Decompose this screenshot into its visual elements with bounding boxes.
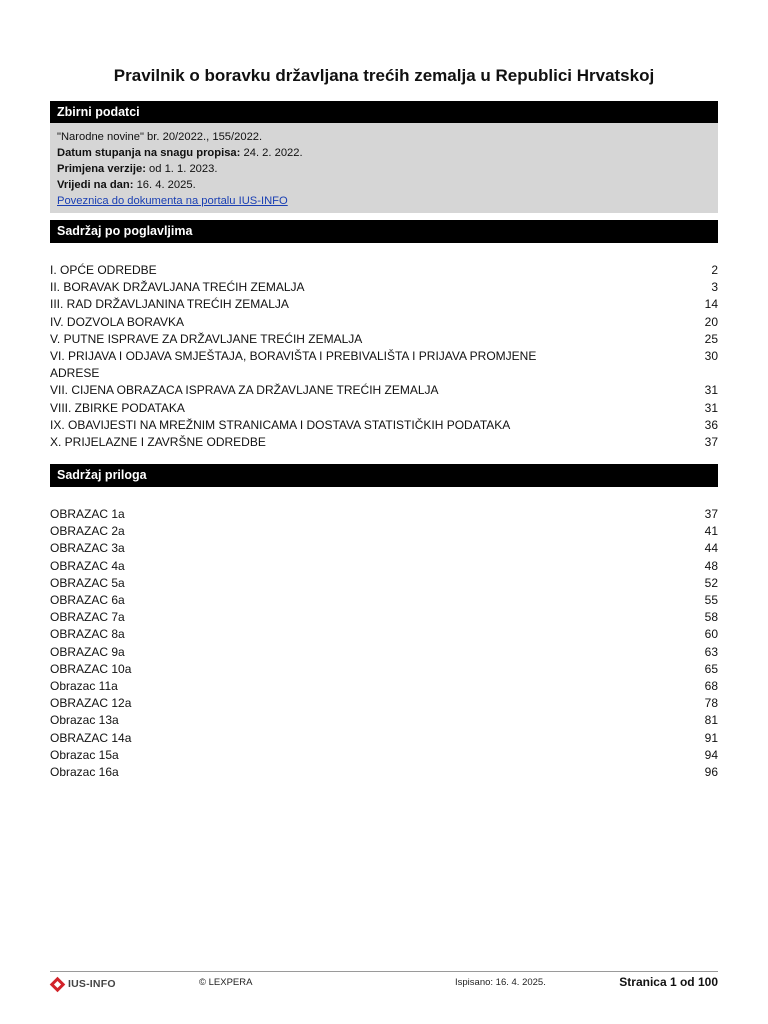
chapters-list: [50, 262, 718, 451]
toc-entry[interactable]: [50, 678, 718, 695]
toc-entry-label: OBRAZAC 8a: [50, 627, 125, 642]
toc-entry-label: OBRAZAC 1a: [50, 507, 125, 521]
copyright: © LEXPERA: [199, 977, 253, 988]
toc-entry-page: 41: [704, 524, 718, 539]
toc-entry-label: X. PRIJELAZNE I ZAVRŠNE ODREDBE: [50, 435, 266, 450]
toc-entry-page: 52: [704, 575, 718, 590]
toc-entry-page: 55: [704, 593, 718, 608]
logo-text: IUS-INFO: [68, 978, 116, 990]
chapters-header: Sadržaj po poglavljima: [50, 220, 718, 243]
toc-entry-page: 60: [704, 627, 718, 642]
toc-entry[interactable]: [50, 434, 718, 451]
toc-entry[interactable]: [50, 730, 718, 747]
toc-entry-page: 44: [704, 541, 718, 556]
toc-entry-page: 37: [704, 435, 718, 450]
toc-entry-page: 81: [704, 713, 718, 728]
toc-entry-label: OBRAZAC 12a: [50, 696, 132, 711]
toc-entry-page: 3: [711, 280, 718, 295]
toc-entry-label: Obrazac 16a: [50, 765, 119, 780]
attachments-list: [50, 506, 718, 781]
toc-entry-page: 31: [704, 400, 718, 415]
toc-entry-page: 37: [704, 507, 718, 521]
toc-entry[interactable]: [50, 279, 718, 296]
toc-entry-page: 78: [704, 696, 718, 711]
toc-entry-page: 48: [704, 558, 718, 573]
toc-entry-label: Obrazac 15a: [50, 747, 119, 762]
toc-entry-label: V. PUTNE ISPRAVE ZA DRŽAVLJANE TREĆIH ZEMALJA: [50, 331, 363, 346]
toc-entry[interactable]: [50, 314, 718, 331]
toc-entry-label: OBRAZAC 2a: [50, 524, 125, 539]
toc-entry[interactable]: [50, 575, 718, 592]
toc-entry[interactable]: [50, 523, 718, 540]
valid-date-line: [57, 177, 711, 193]
toc-entry[interactable]: [50, 506, 718, 523]
gazette-line: [57, 129, 711, 145]
toc-entry-page: 31: [704, 383, 718, 398]
toc-entry-label: VI. PRIJAVA I ODJAVA SMJEŠTAJA, BORAVIŠTA I PREBIVALIŠTA I PRIJAVA PROMJENE ADRESE: [50, 349, 537, 381]
effective-date-line: [57, 145, 711, 161]
toc-entry-label: Obrazac 13a: [50, 713, 119, 728]
toc-entry-page: 14: [704, 297, 718, 312]
valid-date-value: 16. 4. 2025.: [133, 179, 196, 191]
toc-entry-label: II. BORAVAK DRŽAVLJANA TREĆIH ZEMALJA: [50, 280, 305, 295]
toc-entry-label: OBRAZAC 6a: [50, 593, 125, 608]
toc-entry-label: OBRAZAC 7a: [50, 610, 125, 625]
toc-entry[interactable]: [50, 382, 718, 399]
toc-entry-label: IV. DOZVOLA BORAVKA: [50, 314, 185, 329]
document-title: Pravilnik o boravku državljana trećih zemalja u Republici Hrvatskoj: [113, 66, 655, 85]
toc-entry-page: 25: [704, 331, 718, 346]
toc-entry[interactable]: [50, 592, 718, 609]
toc-entry-label: OBRAZAC 4a: [50, 558, 125, 573]
toc-entry-label: VIII. ZBIRKE PODATAKA: [50, 400, 185, 415]
toc-entry-label: I. OPĆE ODREDBE: [50, 263, 157, 277]
version-label: Primjena verzije:: [57, 163, 146, 175]
valid-date-label: Vrijedi na dan:: [57, 179, 134, 191]
toc-entry[interactable]: [50, 764, 718, 781]
toc-entry-page: 68: [704, 679, 718, 694]
summary-header: Zbirni podatci: [50, 101, 718, 124]
toc-entry-label: OBRAZAC 14a: [50, 730, 132, 745]
portal-link[interactable]: Poveznica do dokumenta na portalu IUS-INFO: [57, 195, 288, 207]
toc-entry[interactable]: [50, 262, 718, 279]
gazette-label: "Narodne novine" br.: [57, 131, 160, 143]
summary-box: [50, 123, 718, 213]
toc-entry[interactable]: [50, 348, 718, 382]
toc-entry[interactable]: [50, 712, 718, 729]
toc-entry[interactable]: [50, 644, 718, 661]
toc-entry[interactable]: [50, 400, 718, 417]
toc-entry[interactable]: [50, 331, 718, 348]
toc-entry-page: 63: [704, 644, 718, 659]
toc-entry-page: 96: [704, 765, 718, 780]
toc-entry[interactable]: [50, 609, 718, 626]
toc-entry[interactable]: [50, 626, 718, 643]
toc-entry-page: 91: [704, 730, 718, 745]
toc-entry-page: 58: [704, 610, 718, 625]
toc-entry-label: VII. CIJENA OBRAZACA ISPRAVA ZA DRŽAVLJANE TREĆIH ZEMALJA: [50, 383, 439, 398]
toc-entry-page: 2: [711, 263, 718, 277]
toc-entry[interactable]: [50, 296, 718, 313]
toc-entry-page: 20: [704, 314, 718, 329]
gazette-value: 20/2022., 155/2022.: [159, 131, 263, 143]
toc-entry-label: OBRAZAC 10a: [50, 661, 132, 676]
ius-info-logo: [50, 977, 116, 991]
toc-entry-label: OBRAZAC 9a: [50, 644, 125, 659]
page-number: Stranica 1 od 100: [619, 975, 718, 989]
toc-entry[interactable]: [50, 540, 718, 557]
attachments-header: Sadržaj priloga: [50, 464, 718, 487]
printed-date: Ispisano: 16. 4. 2025.: [455, 977, 546, 988]
toc-entry-label: Obrazac 11a: [50, 679, 118, 694]
toc-entry[interactable]: [50, 661, 718, 678]
toc-entry-page: 94: [704, 747, 718, 762]
toc-entry[interactable]: [50, 747, 718, 764]
toc-entry-label: OBRAZAC 3a: [50, 541, 125, 556]
effective-date-value: 24. 2. 2022.: [240, 147, 303, 159]
version-line: [57, 161, 711, 177]
toc-entry[interactable]: [50, 417, 718, 434]
toc-entry-label: IX. OBAVIJESTI NA MREŽNIM STRANICAMA I DOSTAVA STATISTIČKIH PODATAKA: [50, 417, 511, 432]
toc-entry-page: 36: [704, 417, 718, 432]
toc-entry-page: 30: [704, 349, 718, 364]
effective-date-label: Datum stupanja na snagu propisa:: [57, 147, 241, 159]
ius-info-logo-icon: [50, 976, 66, 992]
toc-entry-page: 65: [704, 661, 718, 676]
version-value: od 1. 1. 2023.: [145, 163, 218, 175]
toc-entry[interactable]: [50, 558, 718, 575]
toc-entry[interactable]: [50, 695, 718, 712]
page-footer: [50, 971, 718, 990]
toc-entry-label: OBRAZAC 5a: [50, 575, 125, 590]
toc-entry-label: III. RAD DRŽAVLJANINA TREĆIH ZEMALJA: [50, 297, 289, 312]
